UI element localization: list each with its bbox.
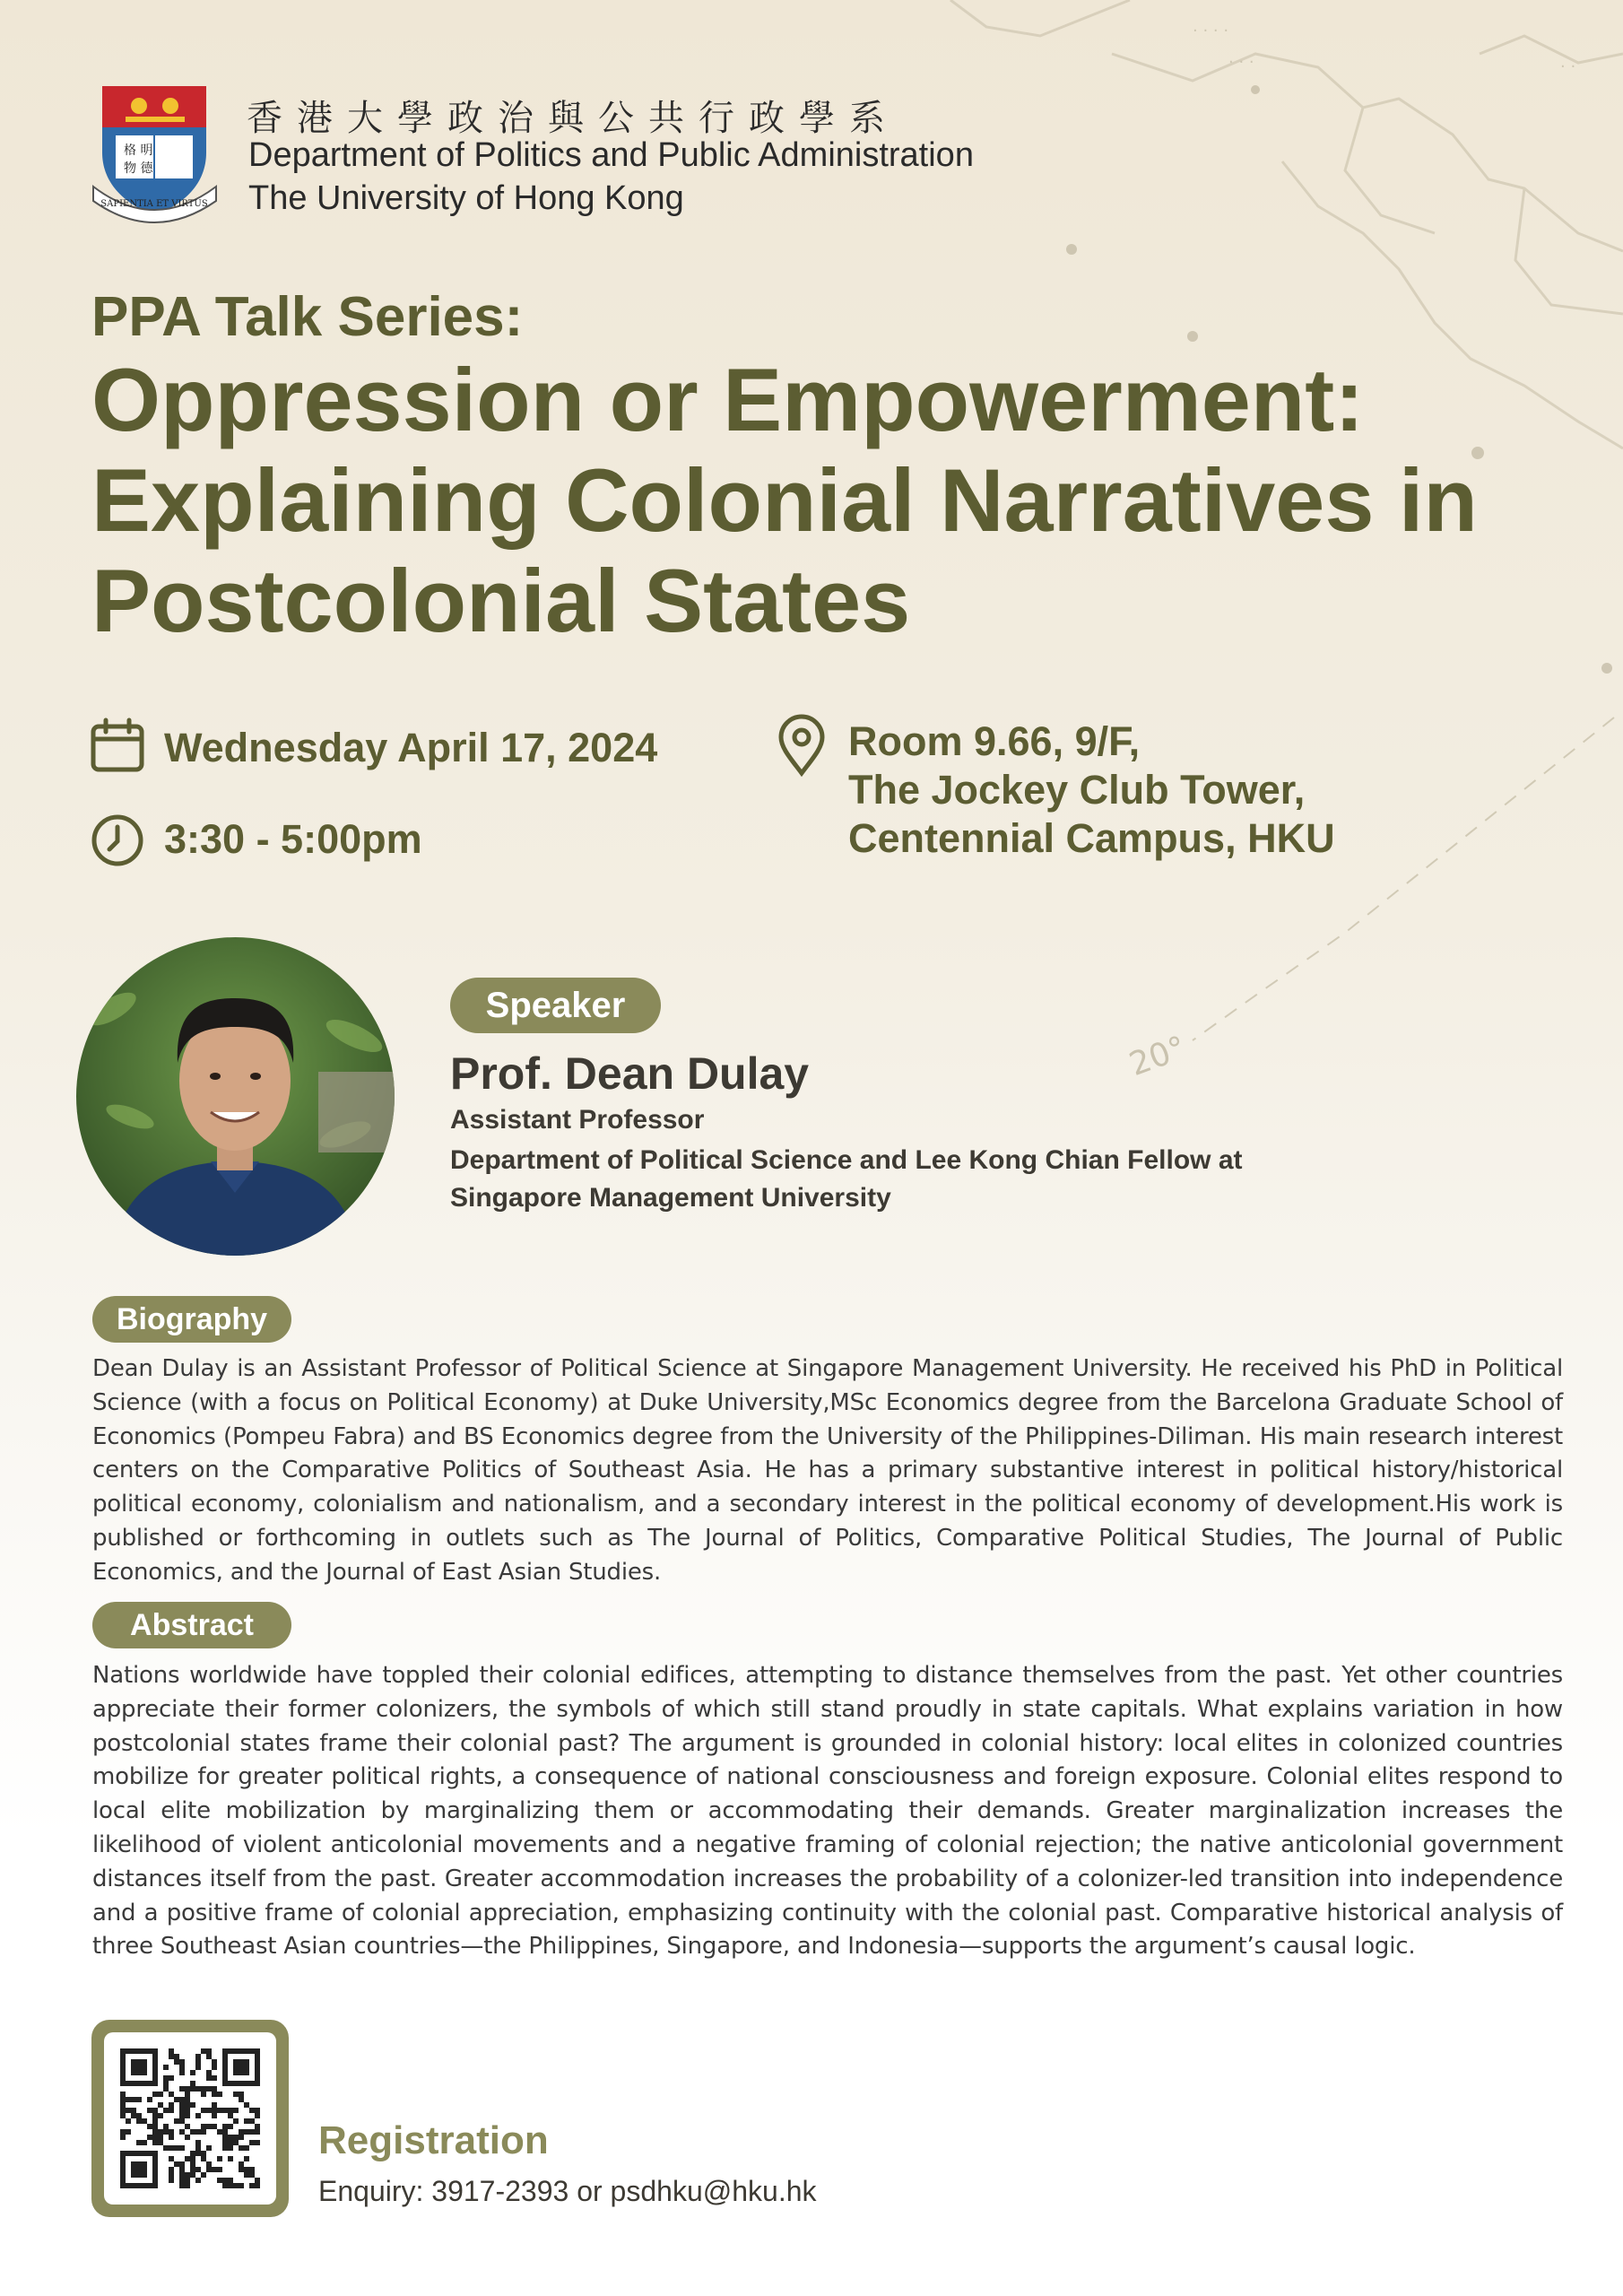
abstract-text: Nations worldwide have toppled their colonial edifices, attempting to distance themselves from the past. Yet other countries appreciate their former colonizers, the symbols of which still stand proudly in state capitals. What explains variation in how postcolonial states frame their colonial past? The argument is grounded in colonial history: local elites in colonized countries mobilize for greater political rights, a consequence of national consciousness and foreign exposure. Colonial elites respond to local elite mobilization by marginalizing them or accommodating their demands. Greater marginalization increases the likelihood of violent anticolonial movements and a negative framing of colonial rejection; the native anticolonial government distances itself from the past. Greater accommodation increases the probability of a colonizer-led transition into independence and a positive frame of colonial appreciation, emphasizing continuity with the colonial past. Comparative historical analysis of three Southeast Asian countries—the Philippines, Singapore, and Indonesia—supports the argument’s causal logic. — [92, 1662, 1563, 1961]
event-time: 3:30 - 5:00pm — [164, 816, 422, 862]
registration-title: Registration — [318, 2118, 549, 2162]
speaker-photo — [76, 937, 395, 1256]
talk-title — [91, 350, 1544, 651]
location-pin-icon — [777, 714, 827, 777]
svg-text:格 明: 格 明 — [124, 144, 153, 158]
map-latitude-label: 20° — [1124, 1029, 1192, 1084]
hku-crest-logo — [90, 81, 220, 224]
header — [90, 81, 1076, 224]
qr-code-area — [104, 2032, 276, 2205]
svg-text:物 德: 物 德 — [124, 161, 153, 176]
registration-qr-code[interactable] — [91, 2020, 289, 2217]
event-date: Wednesday April 17, 2024 — [164, 725, 658, 770]
svg-text:· · ·: · · · — [1228, 53, 1254, 72]
biography-badge: Biography — [92, 1296, 291, 1343]
qr-code-pattern — [120, 2048, 260, 2188]
registration-enquiry: Enquiry: 3917-2393 or psdhku@hku.hk — [318, 2175, 817, 2207]
talk-title-line: Explaining Colonial Narratives in — [91, 450, 1478, 550]
department-name: Department of Politics and Public Administration — [248, 136, 974, 174]
venue-line: Centennial Campus, HKU — [848, 815, 1335, 861]
biography-text: Dean Dulay is an Assistant Professor of Political Science at Singapore Management University. He received his PhD in Political Science (with a focus on Political Economy) at Duke University,MSc Economics degree from the Barcelona Graduate School of Economics (Pompeu Fabra) and BS Economics degree from the University of the Philippines-Diliman. His main research interest centers on the Comparative Politics of Southeast Asia. He has a primary substantive interest in political history/historical political economy, colonialism and nationalism, and a secondary interest in the political economy of development.His work is published or forthcoming in outlets such as The Journal of Politics, Comparative Political Studies, The Journal of Public Economics, and the Journal of East Asian Studies. — [92, 1355, 1563, 1586]
affiliation-line: Department of Political Science and Lee Kong Chian Fellow at — [450, 1145, 1243, 1175]
department-chinese-name: 香港大學政治與公共行政學系 — [247, 98, 899, 139]
talk-series-label: PPA Talk Series: — [91, 286, 524, 348]
svg-text:· · · ·: · · · · — [1193, 22, 1229, 40]
abstract-badge: Abstract — [92, 1602, 291, 1648]
svg-text:· ·: · · — [1560, 57, 1576, 76]
calendar-icon — [90, 718, 145, 773]
clock-icon — [90, 813, 145, 868]
speaker-role: Assistant Professor — [450, 1105, 705, 1135]
university-name: The University of Hong Kong — [248, 179, 684, 217]
venue-line: Room 9.66, 9/F, — [848, 718, 1141, 764]
talk-title-line: Postcolonial States — [91, 551, 911, 650]
speaker-name: Prof. Dean Dulay — [450, 1048, 810, 1099]
talk-title-line: Oppression or Empowerment: — [91, 350, 1365, 449]
affiliation-line: Singapore Management University — [450, 1183, 891, 1213]
event-venue — [848, 718, 1335, 863]
speaker-affiliation — [450, 1142, 1243, 1217]
speaker-badge: Speaker — [450, 978, 661, 1033]
venue-line: The Jockey Club Tower, — [848, 767, 1306, 813]
crest-motto: SAPIENTIA ET VIRTUS — [100, 199, 208, 209]
